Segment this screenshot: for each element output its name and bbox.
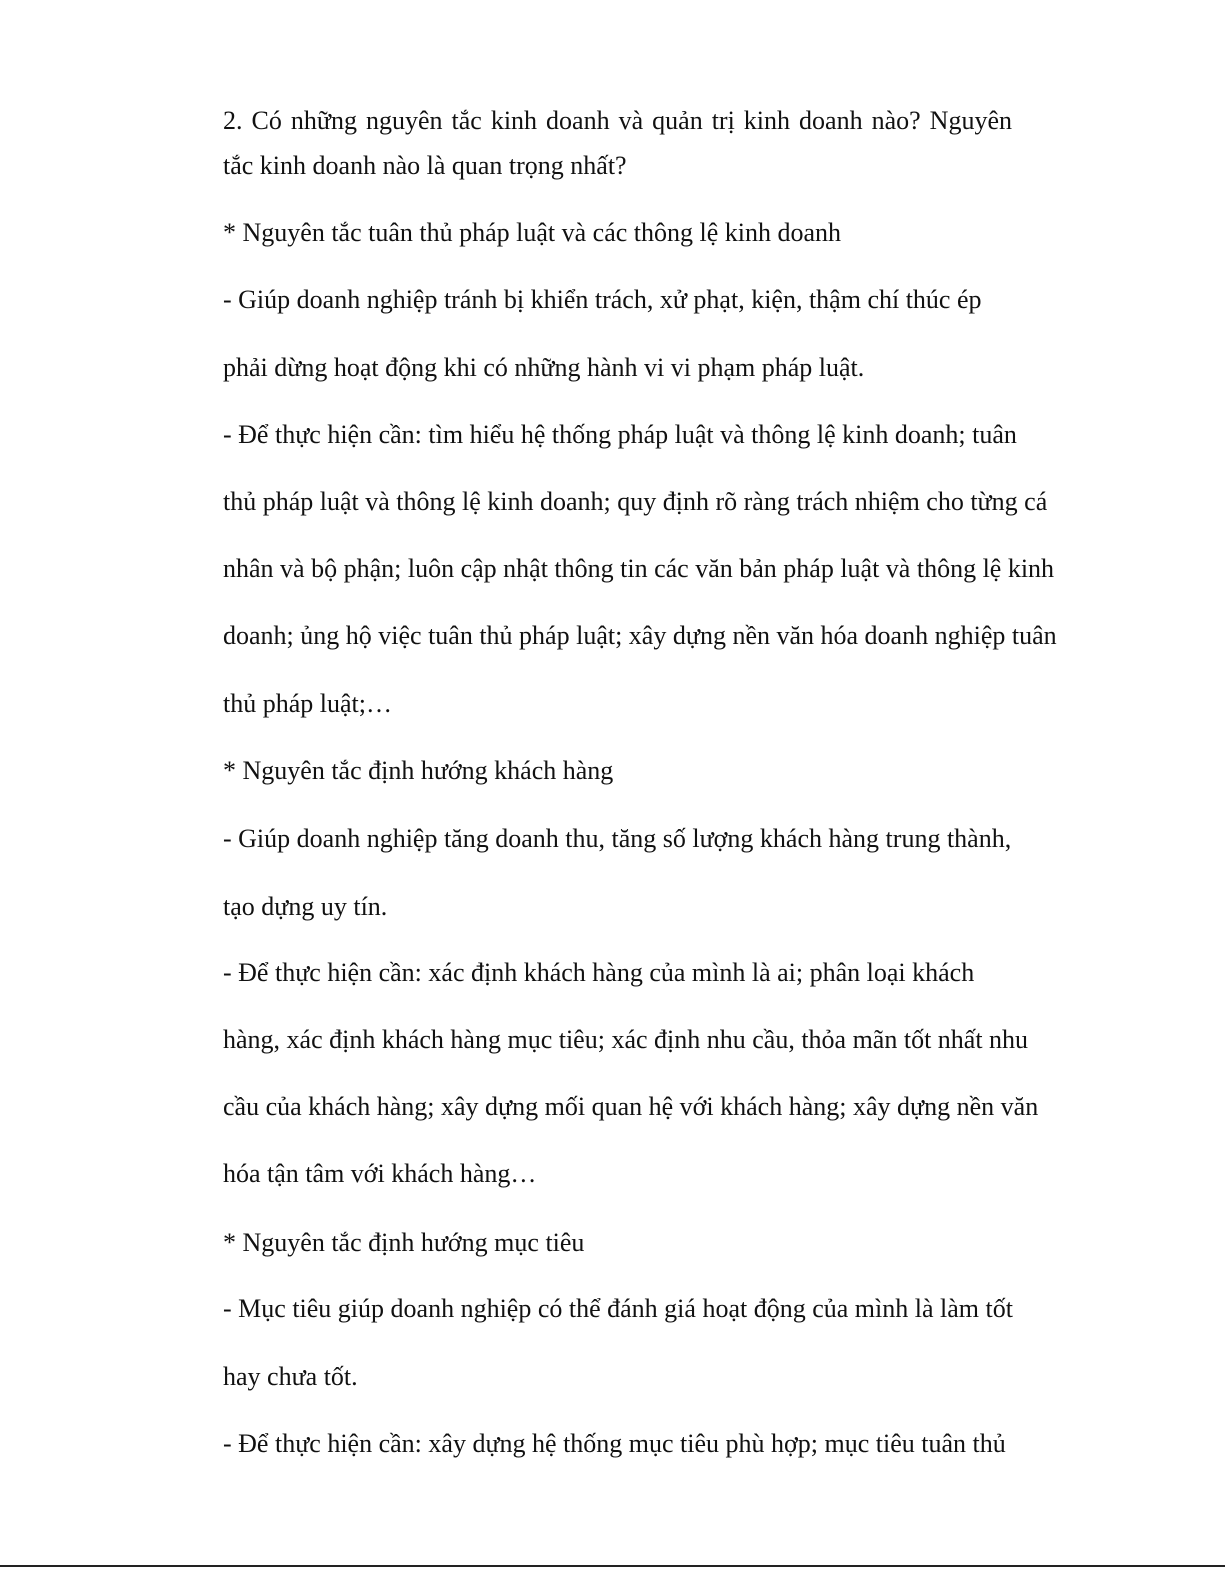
page-bottom-divider [0,1565,1225,1567]
paragraph-line: - Để thực hiện cần: xây dựng hệ thống mục tiêu phù hợp; mục tiêu tuân thủ [223,1429,1006,1458]
paragraph-line: tạo dựng uy tín. [223,892,388,921]
question-heading-line-1: 2. Có những nguyên tắc kinh doanh và quản trị kinh doanh nào? Nguyên [223,106,1012,135]
paragraph-line: - Giúp doanh nghiệp tránh bị khiển trách, xử phạt, kiện, thậm chí thúc ép [223,285,982,314]
section-heading-goal-orientation: * Nguyên tắc định hướng mục tiêu [223,1228,585,1257]
paragraph-line: thủ pháp luật;… [223,689,392,718]
paragraph-line: cầu của khách hàng; xây dựng mối quan hệ với khách hàng; xây dựng nền văn [223,1092,1039,1121]
paragraph-line: hay chưa tốt. [223,1362,358,1391]
paragraph-line: - Để thực hiện cần: tìm hiểu hệ thống pháp luật và thông lệ kinh doanh; tuân [223,420,1017,449]
section-heading-customer-orientation: * Nguyên tắc định hướng khách hàng [223,756,614,785]
paragraph-line: phải dừng hoạt động khi có những hành vi vi phạm pháp luật. [223,353,865,382]
question-heading-line-2: tắc kinh doanh nào là quan trọng nhất? [223,151,627,180]
paragraph-line: hóa tận tâm với khách hàng… [223,1159,537,1188]
paragraph-line: hàng, xác định khách hàng mục tiêu; xác định nhu cầu, thỏa mãn tốt nhất nhu [223,1025,1029,1054]
paragraph-line: doanh; ủng hộ việc tuân thủ pháp luật; xây dựng nền văn hóa doanh nghiệp tuân [223,621,1057,650]
section-heading-legal-compliance: * Nguyên tắc tuân thủ pháp luật và các thông lệ kinh doanh [223,218,842,247]
paragraph-line: nhân và bộ phận; luôn cập nhật thông tin các văn bản pháp luật và thông lệ kinh [223,554,1055,583]
paragraph-line: - Mục tiêu giúp doanh nghiệp có thể đánh giá hoạt động của mình là làm tốt [223,1294,1013,1323]
paragraph-line: - Để thực hiện cần: xác định khách hàng của mình là ai; phân loại khách [223,958,975,987]
paragraph-line: thủ pháp luật và thông lệ kinh doanh; quy định rõ ràng trách nhiệm cho từng cá [223,487,1048,516]
paragraph-line: - Giúp doanh nghiệp tăng doanh thu, tăng số lượng khách hàng trung thành, [223,824,1012,853]
